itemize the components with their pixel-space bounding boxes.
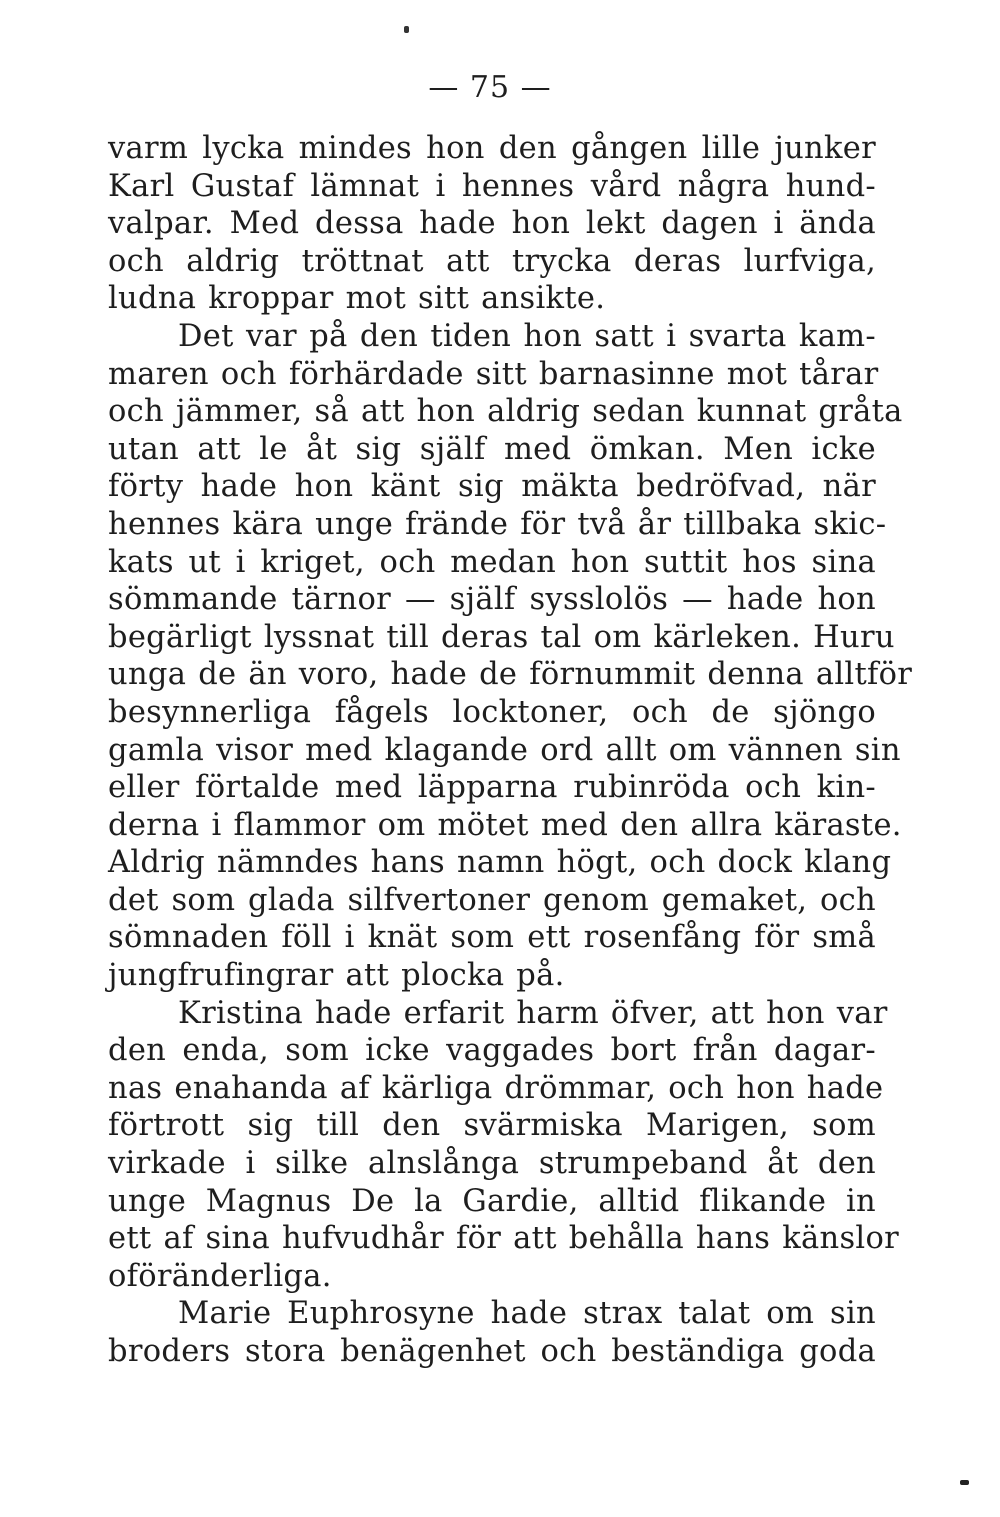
text-line: och jämmer, så att hon aldrig sedan kunnat gråta <box>108 394 903 430</box>
text-line: unga de än voro, hade de förnummit denna alltför <box>108 657 913 693</box>
text-line: sömmande tärnor — själf sysslolös — hade hon <box>108 582 876 618</box>
print-speck-top <box>404 26 409 33</box>
paragraph-start-line: Det var på den tiden hon satt i svarta kam- <box>178 318 876 354</box>
text-line: derna i flammor om mötet med den allra käraste. <box>108 807 902 843</box>
text-line: broders stora benägenhet och beständiga goda <box>108 1334 876 1369</box>
text-line: oföränderliga. <box>108 1258 332 1294</box>
text-line: förty hade hon känt sig mäkta bedröfvad, när <box>108 469 876 505</box>
text-line: Aldrig nämndes hans namn högt, och dock klang <box>108 845 892 881</box>
text-line: unge Magnus De la Gardie, alltid flikande in <box>108 1183 876 1219</box>
text-line: begärligt lyssnat till deras tal om kärleken. Huru <box>108 619 895 655</box>
text-line: det som glada silfvertoner genom gemaket, och <box>108 882 876 918</box>
text-line: och aldrig tröttnat att trycka deras lurfviga, <box>108 243 876 279</box>
text-line: varm lycka mindes hon den gången lille junker <box>108 131 876 166</box>
text-line: den enda, som icke vaggades bort från dagar- <box>108 1033 876 1069</box>
text-line: maren och förhärdade sitt barnasinne mot tårar <box>108 356 879 392</box>
text-line: förtrott sig till den svärmiska Marigen, som <box>108 1108 876 1144</box>
page-number: — 75 — <box>428 70 552 105</box>
text-line: kats ut i kriget, och medan hon suttit hos sina <box>108 544 876 580</box>
paragraph-start-line: Kristina hade erfarit harm öfver, att hon var <box>178 995 888 1031</box>
paragraph-start-line: Marie Euphrosyne hade strax talat om sin <box>178 1296 876 1332</box>
text-line: hennes kära unge frände för två år tillbaka skic- <box>108 506 887 542</box>
text-line: Karl Gustaf lämnat i hennes vård några hund- <box>108 168 876 204</box>
text-line: ett af sina hufvudhår för att behålla hans känslor <box>108 1221 900 1257</box>
text-line: ludna kroppar mot sitt ansikte. <box>108 281 606 317</box>
text-line: utan att le åt sig själf med ömkan. Men icke <box>108 431 876 467</box>
body-text <box>108 130 913 1371</box>
print-speck-bottom <box>960 1480 969 1485</box>
text-line: jungfrufingrar att plocka på. <box>108 958 565 994</box>
text-line: virkade i silke alnslånga strumpeband åt den <box>108 1146 876 1182</box>
text-line: eller förtalde med läpparna rubinröda och kin- <box>108 770 876 806</box>
text-line: gamla visor med klagande ord allt om vännen sin <box>108 732 901 768</box>
text-line: nas enahanda af kärliga drömmar, och hon hade <box>108 1070 884 1106</box>
text-line: besynnerliga fågels locktoner, och de sjöngo <box>108 694 876 730</box>
text-line: valpar. Med dessa hade hon lekt dagen i ända <box>108 206 876 242</box>
text-line: sömnaden föll i knät som ett rosenfång för små <box>108 920 876 956</box>
